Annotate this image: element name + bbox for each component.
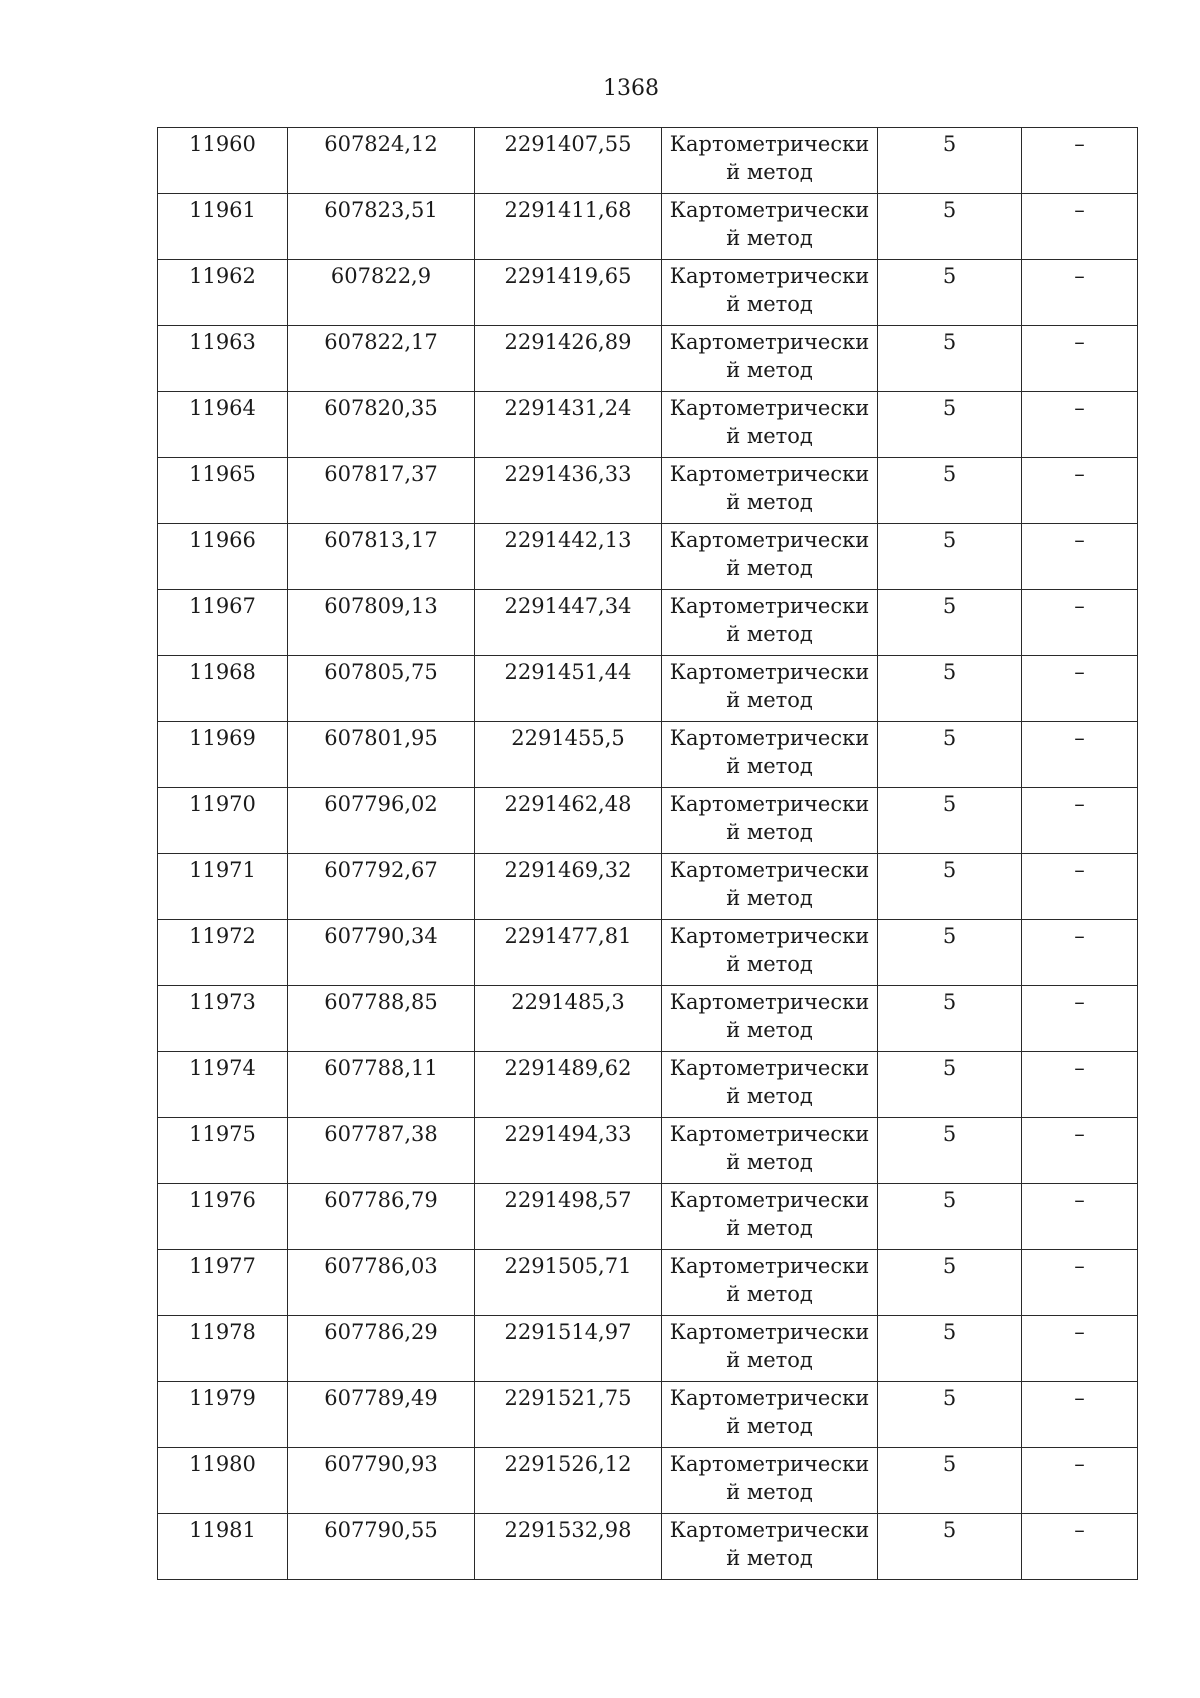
point-number-cell: 11963 <box>158 326 288 392</box>
table-row <box>158 458 1138 524</box>
y-coordinate-cell: 2291436,33 <box>475 458 662 524</box>
x-coordinate-cell: 607787,38 <box>288 1118 475 1184</box>
accuracy-cell: 5 <box>878 1250 1022 1316</box>
x-coordinate-cell: 607788,85 <box>288 986 475 1052</box>
note-cell: – <box>1022 986 1138 1052</box>
x-coordinate-cell: 607813,17 <box>288 524 475 590</box>
point-number-cell: 11969 <box>158 722 288 788</box>
note-cell: – <box>1022 524 1138 590</box>
method-cell: Картометрически й метод <box>662 1514 878 1580</box>
method-cell: Картометрически й метод <box>662 458 878 524</box>
accuracy-cell: 5 <box>878 326 1022 392</box>
table-row <box>158 326 1138 392</box>
point-number-cell: 11974 <box>158 1052 288 1118</box>
note-cell: – <box>1022 722 1138 788</box>
point-number-cell: 11967 <box>158 590 288 656</box>
method-cell: Картометрически й метод <box>662 524 878 590</box>
y-coordinate-cell: 2291521,75 <box>475 1382 662 1448</box>
accuracy-cell: 5 <box>878 722 1022 788</box>
method-cell: Картометрически й метод <box>662 1316 878 1382</box>
table-row <box>158 1382 1138 1448</box>
y-coordinate-cell: 2291494,33 <box>475 1118 662 1184</box>
y-coordinate-cell: 2291447,34 <box>475 590 662 656</box>
accuracy-cell: 5 <box>878 1316 1022 1382</box>
y-coordinate-cell: 2291442,13 <box>475 524 662 590</box>
y-coordinate-cell: 2291477,81 <box>475 920 662 986</box>
accuracy-cell: 5 <box>878 458 1022 524</box>
y-coordinate-cell: 2291514,97 <box>475 1316 662 1382</box>
accuracy-cell: 5 <box>878 392 1022 458</box>
x-coordinate-cell: 607796,02 <box>288 788 475 854</box>
note-cell: – <box>1022 1052 1138 1118</box>
method-cell: Картометрически й метод <box>662 854 878 920</box>
point-number-cell: 11961 <box>158 194 288 260</box>
table-row <box>158 920 1138 986</box>
table-row <box>158 1184 1138 1250</box>
table-row <box>158 128 1138 194</box>
table-row <box>158 260 1138 326</box>
note-cell: – <box>1022 656 1138 722</box>
y-coordinate-cell: 2291532,98 <box>475 1514 662 1580</box>
point-number-cell: 11968 <box>158 656 288 722</box>
page-number: 1368 <box>603 76 659 101</box>
method-cell: Картометрически й метод <box>662 1448 878 1514</box>
point-number-cell: 11960 <box>158 128 288 194</box>
y-coordinate-cell: 2291526,12 <box>475 1448 662 1514</box>
method-cell: Картометрически й метод <box>662 128 878 194</box>
method-cell: Картометрически й метод <box>662 1250 878 1316</box>
x-coordinate-cell: 607823,51 <box>288 194 475 260</box>
table-row <box>158 194 1138 260</box>
y-coordinate-cell: 2291505,71 <box>475 1250 662 1316</box>
point-number-cell: 11971 <box>158 854 288 920</box>
accuracy-cell: 5 <box>878 524 1022 590</box>
point-number-cell: 11966 <box>158 524 288 590</box>
x-coordinate-cell: 607788,11 <box>288 1052 475 1118</box>
x-coordinate-cell: 607792,67 <box>288 854 475 920</box>
note-cell: – <box>1022 1316 1138 1382</box>
accuracy-cell: 5 <box>878 1184 1022 1250</box>
method-cell: Картометрически й метод <box>662 788 878 854</box>
accuracy-cell: 5 <box>878 920 1022 986</box>
point-number-cell: 11975 <box>158 1118 288 1184</box>
y-coordinate-cell: 2291469,32 <box>475 854 662 920</box>
accuracy-cell: 5 <box>878 1514 1022 1580</box>
table-row <box>158 1316 1138 1382</box>
y-coordinate-cell: 2291451,44 <box>475 656 662 722</box>
table-row <box>158 590 1138 656</box>
accuracy-cell: 5 <box>878 590 1022 656</box>
x-coordinate-cell: 607786,29 <box>288 1316 475 1382</box>
method-cell: Картометрически й метод <box>662 722 878 788</box>
method-cell: Картометрически й метод <box>662 656 878 722</box>
note-cell: – <box>1022 920 1138 986</box>
x-coordinate-cell: 607822,9 <box>288 260 475 326</box>
point-number-cell: 11964 <box>158 392 288 458</box>
note-cell: – <box>1022 854 1138 920</box>
point-number-cell: 11978 <box>158 1316 288 1382</box>
y-coordinate-cell: 2291407,55 <box>475 128 662 194</box>
note-cell: – <box>1022 392 1138 458</box>
method-cell: Картометрически й метод <box>662 590 878 656</box>
method-cell: Картометрически й метод <box>662 1052 878 1118</box>
table-body <box>158 128 1138 1580</box>
y-coordinate-cell: 2291419,65 <box>475 260 662 326</box>
accuracy-cell: 5 <box>878 1052 1022 1118</box>
note-cell: – <box>1022 260 1138 326</box>
x-coordinate-cell: 607786,03 <box>288 1250 475 1316</box>
table-row <box>158 1250 1138 1316</box>
accuracy-cell: 5 <box>878 194 1022 260</box>
accuracy-cell: 5 <box>878 260 1022 326</box>
note-cell: – <box>1022 788 1138 854</box>
x-coordinate-cell: 607817,37 <box>288 458 475 524</box>
table-row <box>158 854 1138 920</box>
y-coordinate-cell: 2291489,62 <box>475 1052 662 1118</box>
note-cell: – <box>1022 1118 1138 1184</box>
point-number-cell: 11980 <box>158 1448 288 1514</box>
accuracy-cell: 5 <box>878 1118 1022 1184</box>
y-coordinate-cell: 2291426,89 <box>475 326 662 392</box>
x-coordinate-cell: 607822,17 <box>288 326 475 392</box>
note-cell: – <box>1022 1514 1138 1580</box>
x-coordinate-cell: 607809,13 <box>288 590 475 656</box>
method-cell: Картометрически й метод <box>662 260 878 326</box>
accuracy-cell: 5 <box>878 854 1022 920</box>
table-row <box>158 1118 1138 1184</box>
x-coordinate-cell: 607801,95 <box>288 722 475 788</box>
accuracy-cell: 5 <box>878 1382 1022 1448</box>
accuracy-cell: 5 <box>878 1448 1022 1514</box>
accuracy-cell: 5 <box>878 986 1022 1052</box>
point-number-cell: 11979 <box>158 1382 288 1448</box>
x-coordinate-cell: 607805,75 <box>288 656 475 722</box>
accuracy-cell: 5 <box>878 788 1022 854</box>
point-number-cell: 11973 <box>158 986 288 1052</box>
method-cell: Картометрически й метод <box>662 986 878 1052</box>
accuracy-cell: 5 <box>878 656 1022 722</box>
point-number-cell: 11976 <box>158 1184 288 1250</box>
note-cell: – <box>1022 458 1138 524</box>
point-number-cell: 11972 <box>158 920 288 986</box>
note-cell: – <box>1022 326 1138 392</box>
x-coordinate-cell: 607820,35 <box>288 392 475 458</box>
note-cell: – <box>1022 1382 1138 1448</box>
coordinates-table <box>157 127 1138 1580</box>
method-cell: Картометрически й метод <box>662 1184 878 1250</box>
y-coordinate-cell: 2291411,68 <box>475 194 662 260</box>
accuracy-cell: 5 <box>878 128 1022 194</box>
method-cell: Картометрически й метод <box>662 1382 878 1448</box>
table-row <box>158 986 1138 1052</box>
note-cell: – <box>1022 1250 1138 1316</box>
point-number-cell: 11970 <box>158 788 288 854</box>
table-row <box>158 1052 1138 1118</box>
table-row <box>158 524 1138 590</box>
table-row <box>158 722 1138 788</box>
y-coordinate-cell: 2291431,24 <box>475 392 662 458</box>
method-cell: Картометрически й метод <box>662 920 878 986</box>
point-number-cell: 11965 <box>158 458 288 524</box>
y-coordinate-cell: 2291498,57 <box>475 1184 662 1250</box>
table-row <box>158 1514 1138 1580</box>
y-coordinate-cell: 2291455,5 <box>475 722 662 788</box>
x-coordinate-cell: 607790,93 <box>288 1448 475 1514</box>
method-cell: Картометрически й метод <box>662 326 878 392</box>
method-cell: Картометрически й метод <box>662 194 878 260</box>
note-cell: – <box>1022 128 1138 194</box>
point-number-cell: 11962 <box>158 260 288 326</box>
x-coordinate-cell: 607786,79 <box>288 1184 475 1250</box>
table-row <box>158 392 1138 458</box>
method-cell: Картометрически й метод <box>662 392 878 458</box>
y-coordinate-cell: 2291485,3 <box>475 986 662 1052</box>
table-row <box>158 1448 1138 1514</box>
x-coordinate-cell: 607790,55 <box>288 1514 475 1580</box>
y-coordinate-cell: 2291462,48 <box>475 788 662 854</box>
x-coordinate-cell: 607789,49 <box>288 1382 475 1448</box>
point-number-cell: 11977 <box>158 1250 288 1316</box>
method-cell: Картометрически й метод <box>662 1118 878 1184</box>
table-row <box>158 656 1138 722</box>
x-coordinate-cell: 607824,12 <box>288 128 475 194</box>
point-number-cell: 11981 <box>158 1514 288 1580</box>
table-row <box>158 788 1138 854</box>
note-cell: – <box>1022 194 1138 260</box>
note-cell: – <box>1022 590 1138 656</box>
note-cell: – <box>1022 1184 1138 1250</box>
x-coordinate-cell: 607790,34 <box>288 920 475 986</box>
note-cell: – <box>1022 1448 1138 1514</box>
